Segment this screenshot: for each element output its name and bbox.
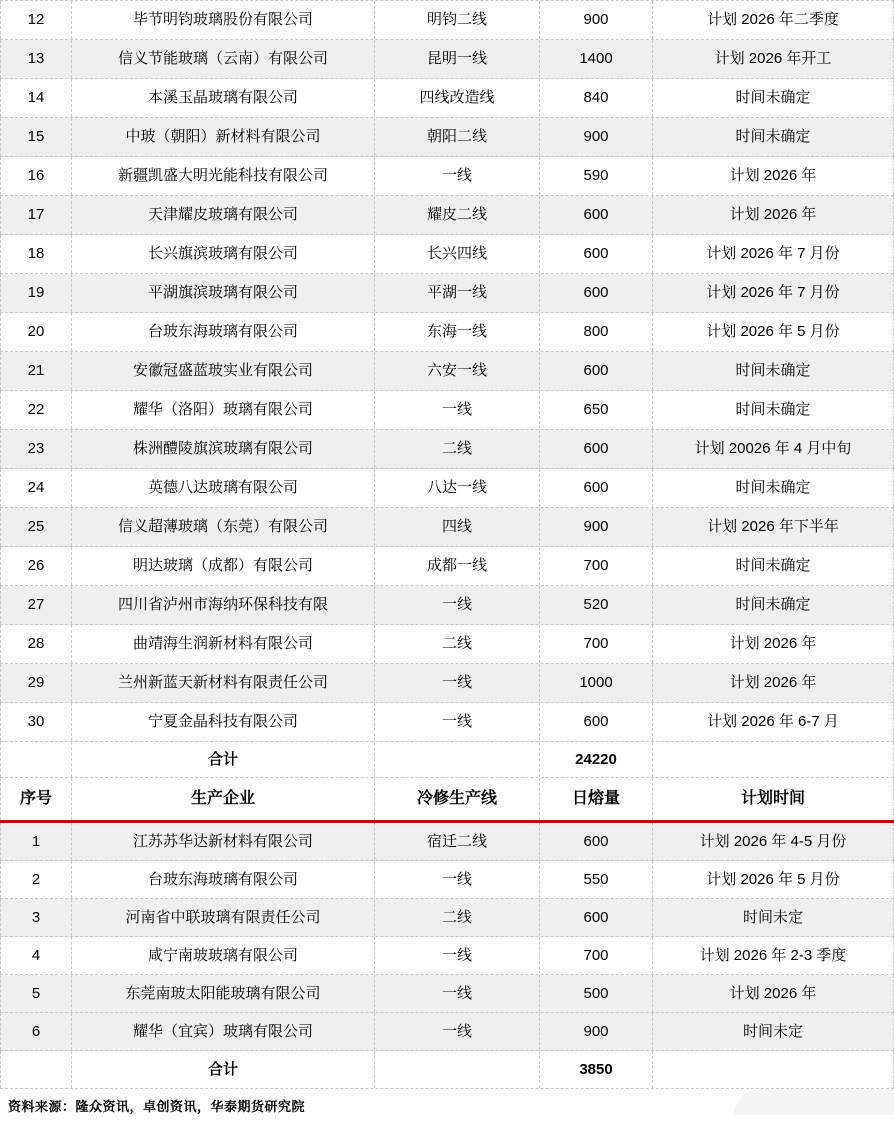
cell-no: 14	[0, 79, 72, 117]
table-row	[0, 937, 894, 975]
cell-no	[0, 742, 72, 777]
cell-line: 成都一线	[375, 547, 540, 585]
cell-line: 耀皮二线	[375, 196, 540, 234]
cell-plan: 计划 2026 年二季度	[653, 1, 894, 39]
cell-line	[375, 742, 540, 777]
cell-plan: 计划 2026 年 7 月份	[653, 235, 894, 273]
cell-plan: 计划 2026 年 7 月份	[653, 274, 894, 312]
cell-company: 毕节明钧玻璃股份有限公司	[72, 1, 375, 39]
cell-plan: 计划 2026 年开工	[653, 40, 894, 78]
cell-plan: 计划 2026 年	[653, 157, 894, 195]
cell-company: 英德八达玻璃有限公司	[72, 469, 375, 507]
table-row	[0, 79, 894, 118]
cell-line: 一线	[375, 975, 540, 1012]
cell-plan: 计划 2026 年 5 月份	[653, 861, 894, 898]
table-row	[0, 118, 894, 157]
cell-capacity: 600	[540, 430, 653, 468]
cell-company: 江苏苏华达新材料有限公司	[72, 823, 375, 860]
cell-no: 12	[0, 1, 72, 39]
table-row	[0, 235, 894, 274]
cell-line: 四线改造线	[375, 79, 540, 117]
cell-capacity: 840	[540, 79, 653, 117]
table-row	[0, 547, 894, 586]
cell-capacity: 600	[540, 274, 653, 312]
cell-company: 新疆凯盛大明光能科技有限公司	[72, 157, 375, 195]
cell-no: 17	[0, 196, 72, 234]
cell-company: 河南省中联玻璃有限责任公司	[72, 899, 375, 936]
cell-company: 东莞南玻太阳能玻璃有限公司	[72, 975, 375, 1012]
cell-line: 平湖一线	[375, 274, 540, 312]
cell-capacity: 900	[540, 1, 653, 39]
cell-company: 耀华（宜宾）玻璃有限公司	[72, 1013, 375, 1050]
cell-no: 23	[0, 430, 72, 468]
cell-plan: 时间未确定	[653, 469, 894, 507]
table-row	[0, 586, 894, 625]
cell-line: 东海一线	[375, 313, 540, 351]
cell-no: 30	[0, 703, 72, 741]
cell-capacity: 650	[540, 391, 653, 429]
cell-line: 宿迁二线	[375, 823, 540, 860]
cell-plan: 时间未定	[653, 1013, 894, 1050]
cell-no: 2	[0, 861, 72, 898]
cell-capacity: 900	[540, 1013, 653, 1050]
cell-plan	[653, 1051, 894, 1088]
cell-capacity: 520	[540, 586, 653, 624]
cell-capacity: 600	[540, 352, 653, 390]
cell-no: 19	[0, 274, 72, 312]
total-label: 合计	[72, 1051, 375, 1088]
cell-line: 明钧二线	[375, 1, 540, 39]
table-row	[0, 391, 894, 430]
cell-capacity: 800	[540, 313, 653, 351]
cell-line: 二线	[375, 430, 540, 468]
cell-line: 一线	[375, 586, 540, 624]
cell-no: 27	[0, 586, 72, 624]
table-row	[0, 703, 894, 742]
cell-company: 明达玻璃（成都）有限公司	[72, 547, 375, 585]
cell-plan: 计划 2026 年 2-3 季度	[653, 937, 894, 974]
cell-company: 信义超薄玻璃（东莞）有限公司	[72, 508, 375, 546]
cell-line: 一线	[375, 703, 540, 741]
table-row	[0, 430, 894, 469]
cell-capacity: 700	[540, 937, 653, 974]
table-row	[0, 975, 894, 1013]
cell-line: 二线	[375, 625, 540, 663]
cell-plan: 计划 2026 年	[653, 664, 894, 702]
table-row	[0, 157, 894, 196]
cell-company: 信义节能玻璃（云南）有限公司	[72, 40, 375, 78]
table1-total-row	[0, 742, 894, 778]
cell-line: 一线	[375, 391, 540, 429]
cell-capacity: 600	[540, 235, 653, 273]
cell-capacity: 600	[540, 703, 653, 741]
cell-line: 四线	[375, 508, 540, 546]
cell-company: 中玻（朝阳）新材料有限公司	[72, 118, 375, 156]
cell-no: 1	[0, 823, 72, 860]
cell-no: 26	[0, 547, 72, 585]
cell-line: 长兴四线	[375, 235, 540, 273]
cell-line: 一线	[375, 861, 540, 898]
cell-line: 朝阳二线	[375, 118, 540, 156]
cell-capacity: 500	[540, 975, 653, 1012]
cell-no: 20	[0, 313, 72, 351]
cell-capacity: 600	[540, 196, 653, 234]
header-capacity: 日熔量	[540, 778, 653, 820]
table-row	[0, 625, 894, 664]
table-row	[0, 40, 894, 79]
cell-company: 耀华（洛阳）玻璃有限公司	[72, 391, 375, 429]
cell-no	[0, 1051, 72, 1088]
cell-plan: 时间未确定	[653, 547, 894, 585]
cell-plan: 时间未确定	[653, 79, 894, 117]
cell-plan: 时间未确定	[653, 118, 894, 156]
cell-plan: 计划 2026 年	[653, 196, 894, 234]
cold-repair-table-body	[0, 823, 894, 1051]
cell-company: 株洲醴陵旗滨玻璃有限公司	[72, 430, 375, 468]
table-row	[0, 508, 894, 547]
table-row	[0, 352, 894, 391]
cell-company: 兰州新蓝天新材料有限责任公司	[72, 664, 375, 702]
cell-capacity: 600	[540, 899, 653, 936]
cell-no: 22	[0, 391, 72, 429]
table-row	[0, 313, 894, 352]
cell-plan: 时间未确定	[653, 586, 894, 624]
cell-capacity: 700	[540, 625, 653, 663]
table-row	[0, 664, 894, 703]
cell-no: 5	[0, 975, 72, 1012]
cell-line: 一线	[375, 1013, 540, 1050]
header-company: 生产企业	[72, 778, 375, 820]
total-value: 24220	[540, 742, 653, 777]
cell-capacity: 600	[540, 823, 653, 860]
table2-total-row	[0, 1051, 894, 1089]
cell-company: 本溪玉晶玻璃有限公司	[72, 79, 375, 117]
cell-plan: 计划 2026 年 5 月份	[653, 313, 894, 351]
cell-line: 一线	[375, 664, 540, 702]
table-row	[0, 1013, 894, 1051]
cell-company: 台玻东海玻璃有限公司	[72, 861, 375, 898]
table-row	[0, 274, 894, 313]
cell-company: 咸宁南玻玻璃有限公司	[72, 937, 375, 974]
cell-capacity: 600	[540, 469, 653, 507]
cell-plan: 时间未确定	[653, 391, 894, 429]
cell-plan: 时间未确定	[653, 352, 894, 390]
cell-plan: 时间未定	[653, 899, 894, 936]
source-note: 资料来源：隆众资讯，卓创资讯，华泰期货研究院	[8, 1099, 306, 1114]
table2-header-row	[0, 778, 894, 823]
cell-company: 台玻东海玻璃有限公司	[72, 313, 375, 351]
table-row	[0, 196, 894, 235]
cell-no: 18	[0, 235, 72, 273]
cell-plan	[653, 742, 894, 777]
cell-capacity: 700	[540, 547, 653, 585]
cell-no: 4	[0, 937, 72, 974]
cell-line: 八达一线	[375, 469, 540, 507]
table-row	[0, 861, 894, 899]
cell-company: 平湖旗滨玻璃有限公司	[72, 274, 375, 312]
cell-capacity: 900	[540, 118, 653, 156]
cell-company: 曲靖海生润新材料有限公司	[72, 625, 375, 663]
corner-artifact	[734, 1089, 894, 1115]
header-plan: 计划时间	[653, 778, 894, 820]
cell-capacity: 550	[540, 861, 653, 898]
cell-line: 二线	[375, 899, 540, 936]
table-row	[0, 899, 894, 937]
cell-no: 16	[0, 157, 72, 195]
header-no: 序号	[0, 778, 72, 820]
cell-capacity: 1400	[540, 40, 653, 78]
cell-no: 24	[0, 469, 72, 507]
cell-no: 15	[0, 118, 72, 156]
cell-line: 六安一线	[375, 352, 540, 390]
cell-capacity: 1000	[540, 664, 653, 702]
cell-company: 长兴旗滨玻璃有限公司	[72, 235, 375, 273]
cell-no: 21	[0, 352, 72, 390]
cell-plan: 计划 2026 年 4-5 月份	[653, 823, 894, 860]
cell-capacity: 590	[540, 157, 653, 195]
cell-plan: 计划 2026 年	[653, 625, 894, 663]
cell-no: 3	[0, 899, 72, 936]
cell-company: 安徽冠盛蓝玻实业有限公司	[72, 352, 375, 390]
cell-plan: 计划 2026 年下半年	[653, 508, 894, 546]
total-label: 合计	[72, 742, 375, 777]
table-row	[0, 823, 894, 861]
cell-line: 昆明一线	[375, 40, 540, 78]
cell-no: 13	[0, 40, 72, 78]
cell-no: 28	[0, 625, 72, 663]
table-row	[0, 1, 894, 40]
cell-plan: 计划 2026 年 6-7 月	[653, 703, 894, 741]
cell-company: 四川省泸州市海纳环保科技有限	[72, 586, 375, 624]
cell-capacity: 900	[540, 508, 653, 546]
total-value: 3850	[540, 1051, 653, 1088]
cell-company: 天津耀皮玻璃有限公司	[72, 196, 375, 234]
cell-line: 一线	[375, 937, 540, 974]
cell-no: 29	[0, 664, 72, 702]
cell-line	[375, 1051, 540, 1088]
cell-no: 6	[0, 1013, 72, 1050]
cell-plan: 计划 20026 年 4 月中旬	[653, 430, 894, 468]
cell-line: 一线	[375, 157, 540, 195]
cell-plan: 计划 2026 年	[653, 975, 894, 1012]
table-row	[0, 469, 894, 508]
cell-company: 宁夏金晶科技有限公司	[72, 703, 375, 741]
header-line: 冷修生产线	[375, 778, 540, 820]
cell-no: 25	[0, 508, 72, 546]
